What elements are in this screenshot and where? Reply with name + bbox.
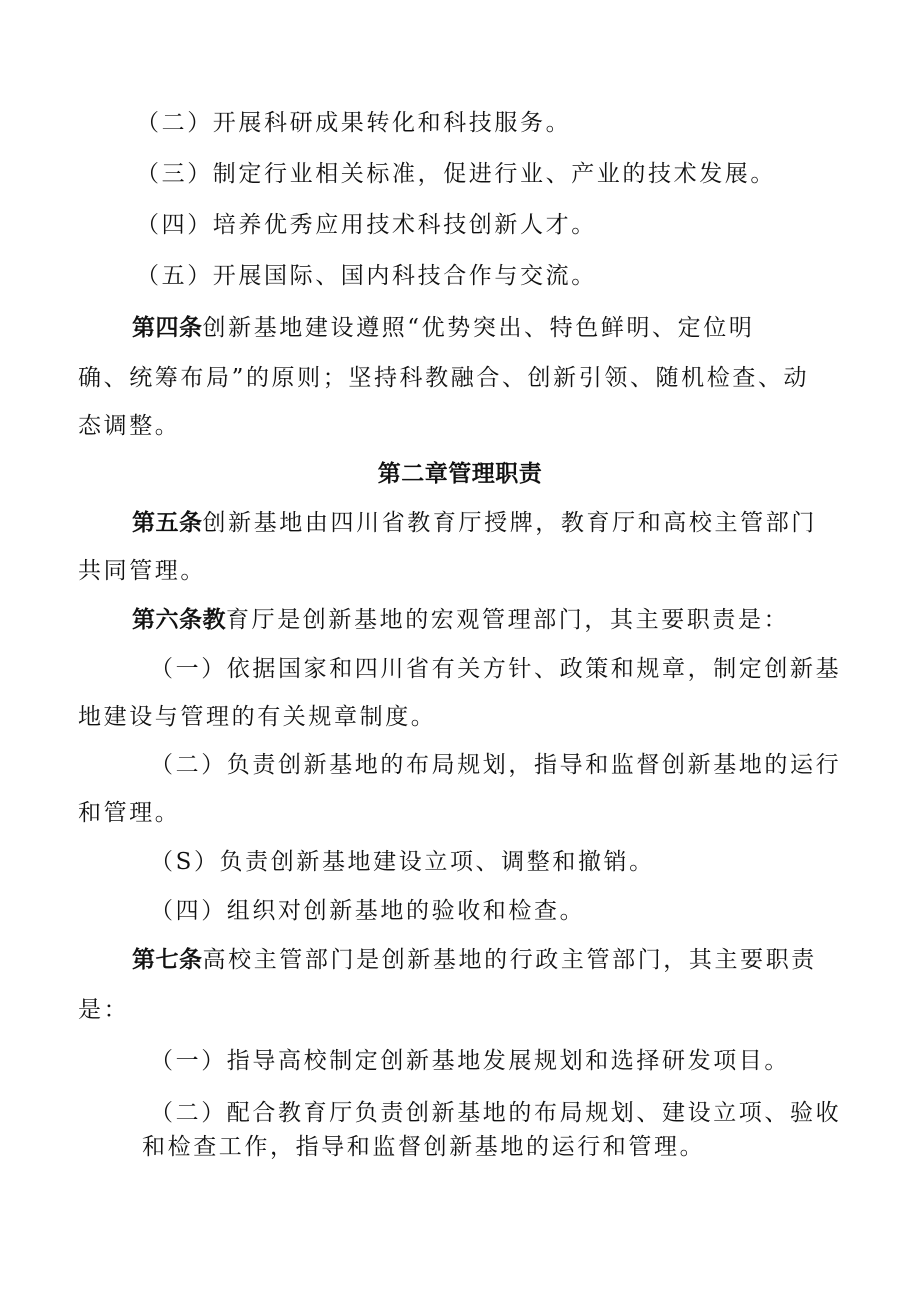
list-item: （二）负责创新基地的布局规划，指导和监督创新基地的运行	[150, 752, 842, 778]
chapter-title: 第二章管理职责	[377, 461, 543, 487]
list-item-continuation: 和检查工作，指导和监督创新基地的运行和管理。	[142, 1134, 706, 1160]
list-item: （二）开展科研成果转化和科技服务。	[136, 110, 572, 136]
article-5-label: 第五条	[132, 510, 203, 536]
list-item: （三）制定行业相关标准，促进行业、产业的技术发展。	[136, 161, 776, 187]
article-5-line-2: 共同管理。	[78, 558, 206, 584]
article-4-line-2: 确、统筹布局”的原则；坚持科教融合、创新引领、随机检查、动	[78, 365, 810, 391]
list-item: （S）负责创新基地建设立项、调整和撤销。	[150, 849, 655, 875]
list-item: （四）培养优秀应用技术科技创新人才。	[136, 212, 597, 238]
article-5-line-1: 第五条创新基地由四川省教育厅授牌，教育厅和高校主管部门	[132, 510, 817, 536]
article-4-line-1: 第四条创新基地建设遵照“优势突出、特色鲜明、定位明	[132, 315, 755, 341]
article-7-label: 第七条	[132, 947, 203, 973]
article-6-label: 第六条教	[132, 607, 226, 633]
list-item: （五）开展国际、国内科技合作与交流。	[136, 263, 597, 289]
article-6-line-1: 第六条教育厅是创新基地的宏观管理部门，其主要职责是：	[132, 607, 790, 633]
list-item: （一）指导高校制定创新基地发展规划和选择研发项目。	[150, 1048, 790, 1074]
list-item: （二）配合教育厅负责创新基地的布局规划、建设立项、验收	[150, 1100, 842, 1126]
article-7-line-1: 第七条高校主管部门是创新基地的行政主管部门，其主要职责	[132, 947, 817, 973]
article-4-label: 第四条	[132, 315, 203, 341]
article-7-line-2: 是：	[78, 997, 130, 1023]
article-4-line-3: 态调整。	[78, 413, 181, 439]
list-item-continuation: 和管理。	[78, 800, 181, 826]
list-item: （四）组织对创新基地的验收和检查。	[150, 898, 586, 924]
list-item-continuation: 地建设与管理的有关规章制度。	[78, 704, 437, 730]
list-item: （一）依据国家和四川省有关方针、政策和规章，制定创新基	[150, 656, 842, 682]
